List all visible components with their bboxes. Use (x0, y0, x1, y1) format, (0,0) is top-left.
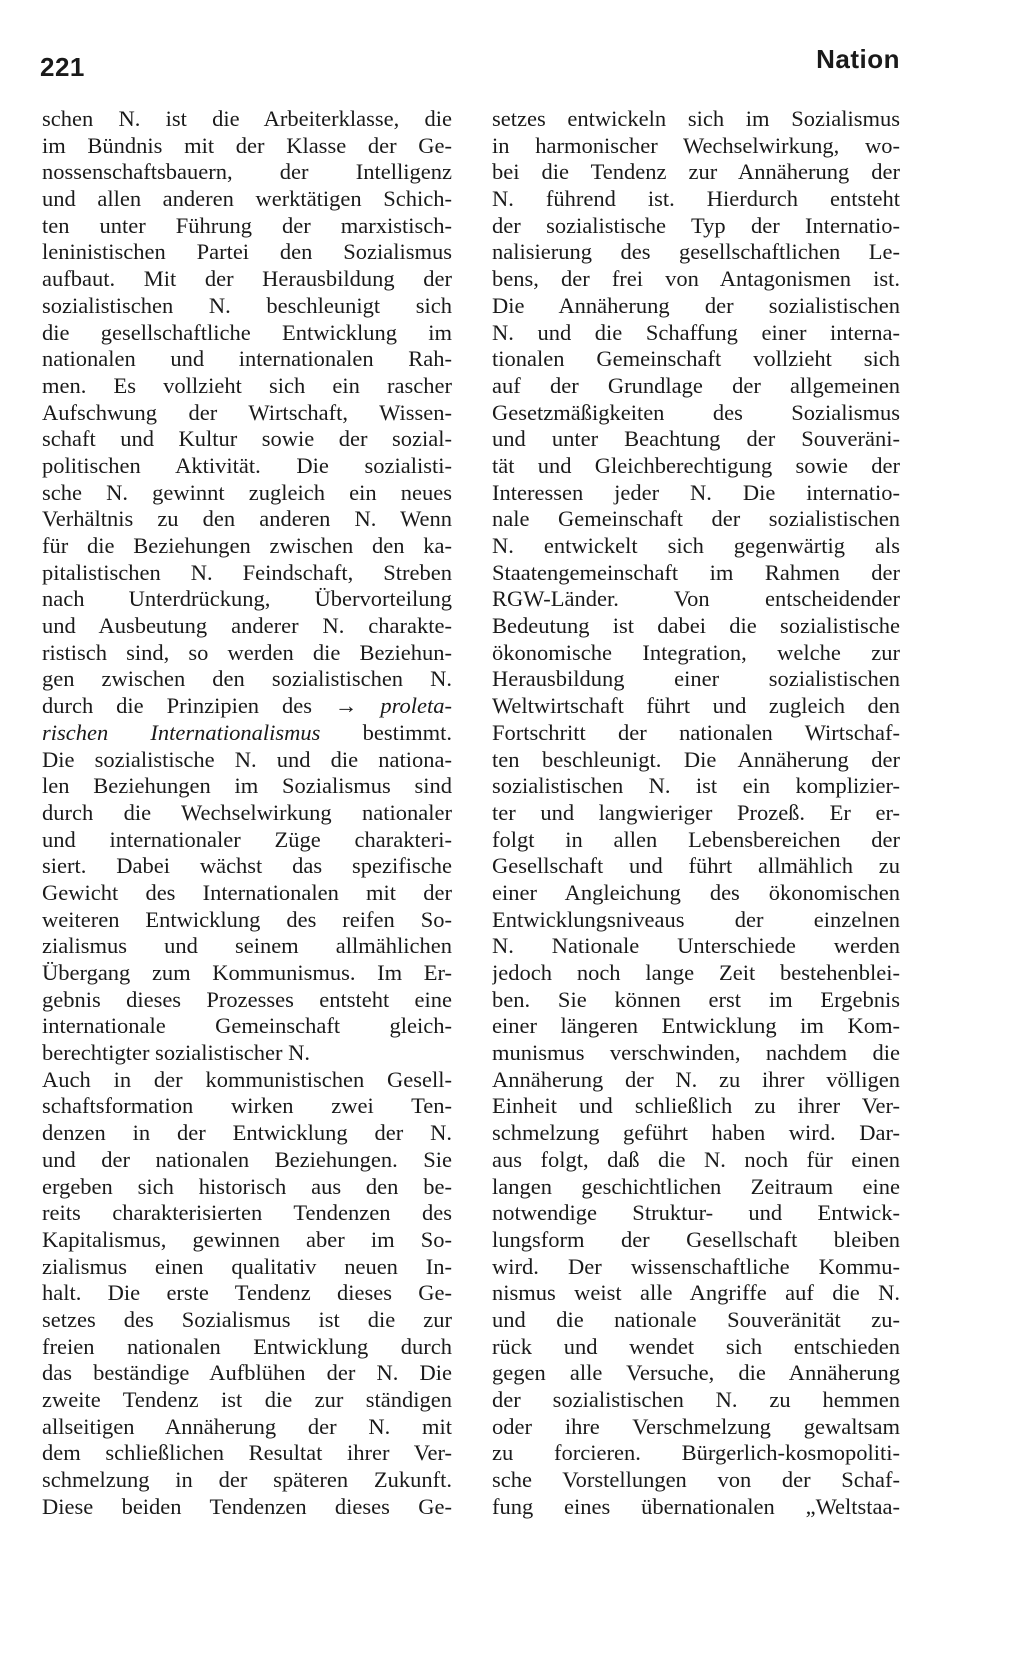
text-line: und unter Beachtung der Souveräni- (492, 426, 900, 452)
text-line-with-italic: durch die Prinzipien des → proleta- (42, 693, 452, 719)
text-line: schaftsformation wirken zwei Ten- (42, 1093, 452, 1119)
text-line: die gesellschaftliche Entwicklung im (42, 319, 452, 345)
text-line: zu forcieren. Bürgerlich-kosmopoliti- (492, 1440, 900, 1466)
text-line: und die nationale Souveränität zu- (492, 1306, 900, 1332)
text-line: nalisierung des gesellschaftlichen Le- (492, 239, 900, 265)
text-line: gegen alle Versuche, die Annäherung (492, 1360, 900, 1386)
text-line: bens, der frei von Antagonismen ist. (492, 266, 900, 292)
page-number: 221 (40, 52, 85, 82)
text-line: gebnis dieses Prozesses entsteht eine (42, 986, 452, 1012)
text-line: politischen Aktivität. Die sozialisti- (42, 452, 452, 478)
text-line: nationalen und internationalen Rah- (42, 346, 452, 372)
text-line: N. entwickelt sich gegenwärtig als (492, 533, 900, 558)
text-line: Aufschwung der Wirtschaft, Wissen- (42, 399, 452, 425)
text-line: ben. Sie können erst im Ergebnis (492, 986, 900, 1012)
text-line: Gesellschaft und führt allmählich zu (492, 853, 900, 879)
text-line: len Beziehungen im Sozialismus sind (42, 773, 452, 799)
text-line: sche Vorstellungen von der Schaf- (492, 1467, 900, 1493)
running-head: Nation (816, 44, 900, 74)
text-line: im Bündnis mit der Klasse der Ge- (42, 132, 452, 158)
text-line: und internationaler Züge charakteri- (42, 826, 452, 852)
left-text-column (42, 106, 452, 1520)
text-line: denzen in der Entwicklung der N. (42, 1120, 452, 1146)
text-line: einer längeren Entwicklung im Kom- (492, 1013, 900, 1039)
text-line: freien nationalen Entwicklung durch (42, 1333, 452, 1359)
text-line: zweite Tendenz ist die zur ständigen (42, 1387, 452, 1412)
text-line: ökonomische Integration, welche zur (492, 639, 900, 665)
text-line: ten unter Führung der marxistisch- (42, 212, 452, 238)
text-line: pitalistischen N. Feindschaft, Streben (42, 559, 452, 585)
text-line: aufbaut. Mit der Herausbildung der (42, 266, 452, 292)
text-line: schmelzung in der späteren Zukunft. (42, 1467, 452, 1493)
text-line: sche N. gewinnt zugleich ein neues (42, 479, 452, 505)
text-line: weiteren Entwicklung des reifen So- (42, 906, 452, 932)
text-line: Fortschritt der nationalen Wirtschaf- (492, 719, 900, 745)
text-line: einer Angleichung des ökonomischen (492, 879, 900, 905)
text-line: Entwicklungsniveaus der einzelnen (492, 906, 900, 932)
text-line: oder ihre Verschmelzung gewaltsam (492, 1413, 900, 1439)
text-line: Die Annäherung der sozialistischen (492, 292, 900, 318)
text-line: N. führend ist. Hierdurch entsteht (492, 186, 900, 212)
text-line: schen N. ist die Arbeiterklasse, die (42, 106, 452, 131)
text-line: tionalen Gemeinschaft vollzieht sich (492, 346, 900, 372)
text-line: dem schließlichen Resultat ihrer Ver- (42, 1440, 452, 1466)
text-line: Gewicht des Internationalen mit der (42, 879, 452, 905)
text-line: Bedeutung ist dabei die sozialistische (492, 613, 900, 639)
text-line: wird. Der wissenschaftliche Kommu- (492, 1253, 900, 1279)
text-line: Diese beiden Tendenzen dieses Ge- (42, 1493, 452, 1519)
text-line: nach Unterdrückung, Übervorteilung (42, 586, 452, 612)
text-line: ristisch sind, so werden die Beziehun- (42, 639, 452, 665)
text-line: Annäherung der N. zu ihrer völligen (492, 1066, 900, 1092)
text-line: reits charakterisierten Tendenzen des (42, 1200, 452, 1226)
text-line: Staatengemeinschaft im Rahmen der (492, 559, 900, 585)
text-line: ter und langwieriger Prozeß. Er er- (492, 799, 900, 825)
text-line: in harmonischer Wechselwirkung, wo- (492, 132, 900, 158)
text-line: Kapitalismus, gewinnen aber im So- (42, 1226, 452, 1252)
text-line: nismus weist alle Angriffe auf die N. (492, 1280, 900, 1306)
text-line: setzes entwickeln sich im Sozialismus (492, 106, 900, 131)
text-line: halt. Die erste Tendenz dieses Ge- (42, 1280, 452, 1306)
text-line: Verhältnis zu den anderen N. Wenn (42, 506, 452, 532)
text-line: folgt in allen Lebensbereichen der (492, 826, 900, 852)
text-line: bei die Tendenz zur Annäherung der (492, 159, 900, 185)
text-line: setzes des Sozialismus ist die zur (42, 1306, 452, 1332)
text-line: munismus verschwinden, nachdem die (492, 1040, 900, 1066)
text-line: N. und die Schaffung einer interna- (492, 319, 900, 345)
text-line: berechtigter sozialistischer N. (42, 1040, 311, 1066)
text-line: RGW-Länder. Von entscheidender (492, 586, 900, 612)
text-line: leninistischen Partei den Sozialismus (42, 239, 452, 265)
text-line: zialismus einen qualitativ neuen In- (42, 1253, 452, 1279)
text-line: ten beschleunigt. Die Annäherung der (492, 746, 900, 772)
text-line: sozialistischen N. ist ein komplizier- (492, 773, 900, 799)
text-line: internationale Gemeinschaft gleich- (42, 1013, 452, 1039)
text-line: langen geschichtlichen Zeitraum eine (492, 1173, 900, 1199)
text-line: Interessen jeder N. Die internatio- (492, 479, 900, 505)
text-line: Die sozialistische N. und die nationa- (42, 746, 452, 772)
text-line: und der nationalen Beziehungen. Sie (42, 1146, 452, 1172)
text-line: Weltwirtschaft führt und zugleich den (492, 693, 900, 719)
text-line: allseitigen Annäherung der N. mit (42, 1413, 452, 1439)
text-line: rück und wendet sich entschieden (492, 1333, 900, 1359)
text-line: aus folgt, daß die N. noch für einen (492, 1146, 900, 1172)
text-line: der sozialistischen N. zu hemmen (492, 1387, 900, 1412)
text-line: das beständige Aufblühen der N. Die (42, 1360, 452, 1386)
text-line: Einheit und schließlich zu ihrer Ver- (492, 1093, 900, 1119)
text-line: für die Beziehungen zwischen den ka- (42, 533, 452, 558)
text-line: ergeben sich historisch aus den be- (42, 1173, 452, 1199)
text-line: N. Nationale Unterschiede werden (492, 933, 900, 959)
text-line: zialismus und seinem allmählichen (42, 933, 452, 959)
text-line: sozialistischen N. beschleunigt sich (42, 292, 452, 318)
text-line: schaft und Kultur sowie der sozial- (42, 426, 452, 452)
text-line: der sozialistische Typ der Internatio- (492, 212, 900, 238)
text-line: Auch in der kommunistischen Gesell- (42, 1066, 452, 1092)
text-line: Übergang zum Kommunismus. Im Er- (42, 960, 452, 985)
text-line: gen zwischen den sozialistischen N. (42, 666, 452, 692)
text-line: jedoch noch lange Zeit bestehenblei- (492, 960, 900, 985)
text-line: Gesetzmäßigkeiten des Sozialismus (492, 399, 900, 425)
text-line: durch die Wechselwirkung nationaler (42, 799, 452, 825)
text-line: Herausbildung einer sozialistischen (492, 666, 900, 692)
text-line: lungsform der Gesellschaft bleiben (492, 1226, 900, 1252)
text-line: und allen anderen werktätigen Schich- (42, 186, 452, 212)
text-line: schmelzung geführt haben wird. Dar- (492, 1120, 900, 1146)
text-line: nale Gemeinschaft der sozialistischen (492, 506, 900, 532)
text-line: nossenschaftsbauern, der Intelligenz (42, 159, 452, 185)
text-line: men. Es vollzieht sich ein rascher (42, 372, 452, 398)
text-line: siert. Dabei wächst das spezifische (42, 853, 452, 879)
text-line: auf der Grundlage der allgemeinen (492, 372, 900, 398)
text-line: tät und Gleichberechtigung sowie der (492, 452, 900, 478)
text-line: fung eines übernationalen „Weltstaa- (492, 1493, 900, 1519)
right-text-column (492, 106, 900, 1520)
text-line: und Ausbeutung anderer N. charakte- (42, 613, 452, 639)
text-line: notwendige Struktur- und Entwick- (492, 1200, 900, 1226)
text-line-with-italic: rischen Internationalismus bestimmt. (42, 719, 452, 745)
